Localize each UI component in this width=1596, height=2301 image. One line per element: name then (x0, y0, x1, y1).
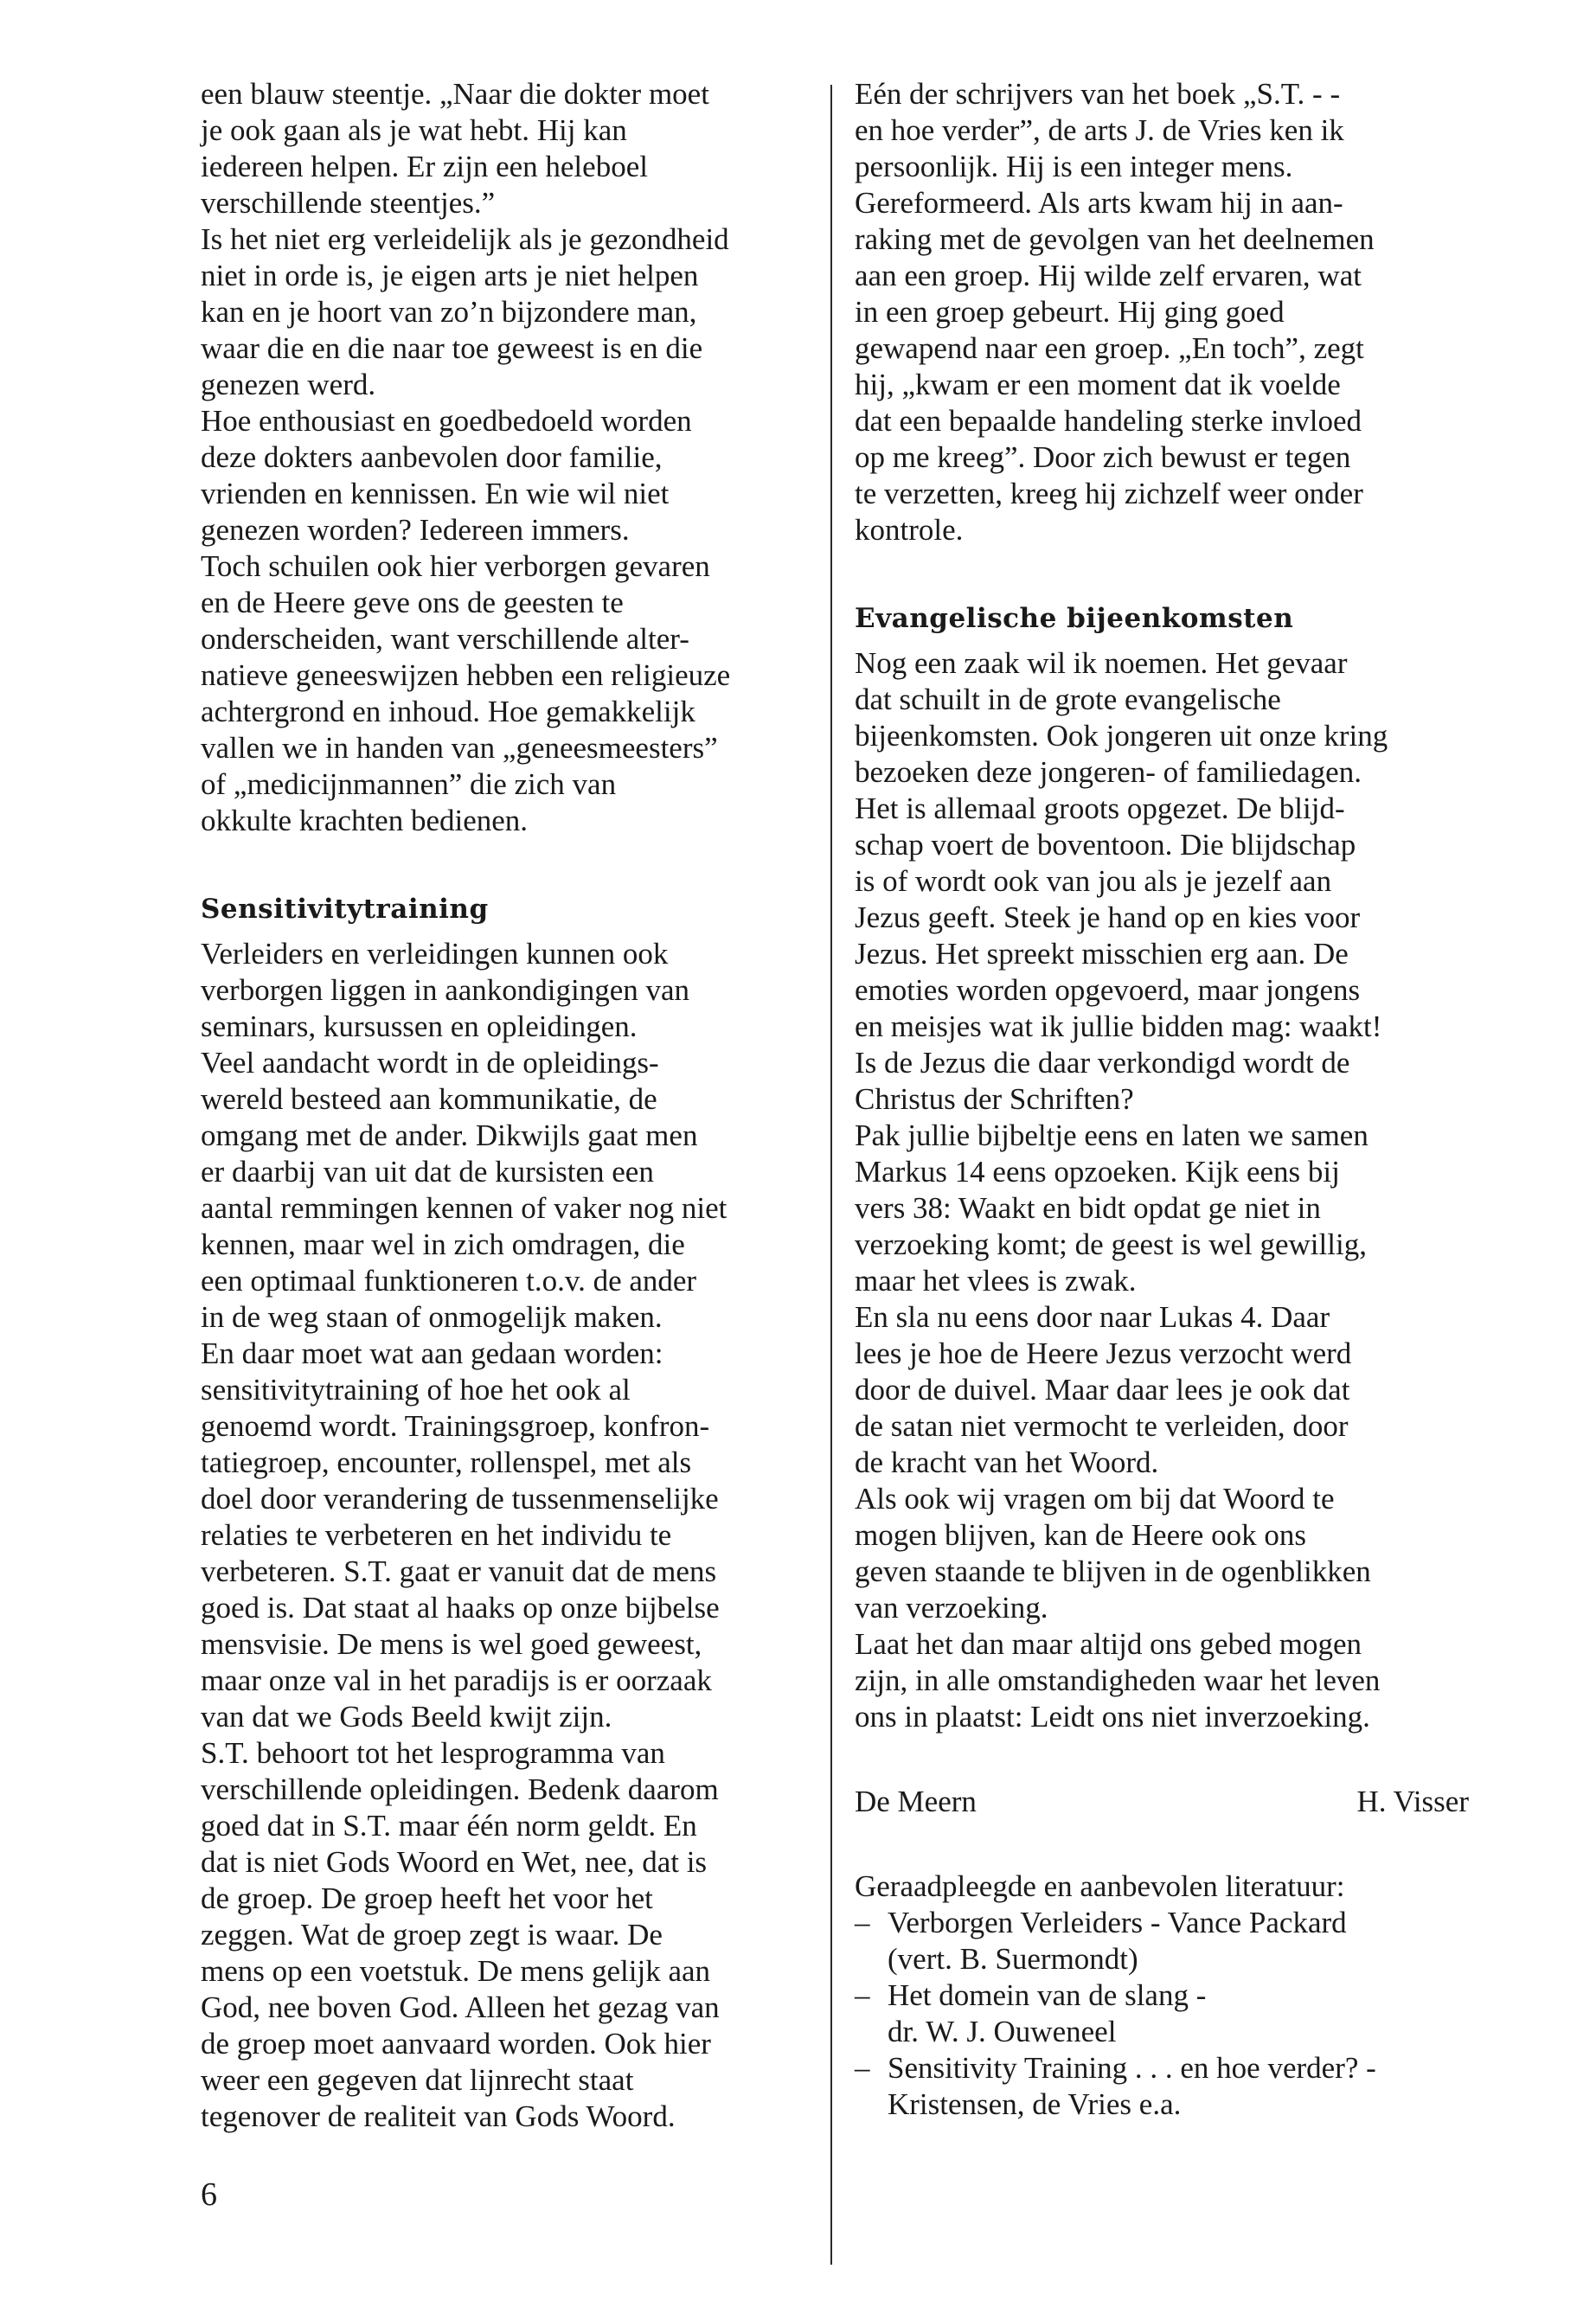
text-line: van dat we Gods Beeld kwijt zijn. (201, 1700, 612, 1734)
list-dash (855, 1941, 888, 1977)
text-line: Markus 14 eens opzoeken. Kijk eens bij (855, 1155, 1340, 1189)
text-line: de satan niet vermocht te verleiden, door (855, 1409, 1349, 1443)
text-line: bijeenkomsten. Ook jongeren uit onze kring (855, 719, 1388, 753)
text-line: En daar moet wat aan gedaan worden: (201, 1336, 663, 1370)
text-line: mens op een voetstuk. De mens gelijk aan (201, 1954, 711, 1988)
section-heading-sensitivitytraining: Sensitivitytraining (201, 894, 489, 925)
text-line: Christus der Schriften? (855, 1082, 1134, 1116)
text-line: dat een bepaalde handeling sterke invloed (855, 404, 1362, 438)
text-line: omgang met de ander. Dikwijls gaat men (201, 1118, 698, 1152)
signature-author: H. Visser (1356, 1785, 1469, 1818)
text-line: genezen worden? Iedereen immers. (201, 513, 630, 547)
text-line: van verzoeking. (855, 1591, 1048, 1625)
left-column (201, 76, 824, 2135)
signature-place: De Meern (855, 1785, 977, 1818)
text-line: je ook gaan als je wat hebt. Hij kan (201, 113, 627, 147)
text-line: Als ook wij vragen om bij dat Woord te (855, 1482, 1335, 1516)
literature-text: dr. W. J. Ouweneel (888, 2015, 1117, 2048)
text-line: hij, „kwam er een moment dat ik voelde (855, 368, 1341, 401)
text-line: wereld besteed aan kommunikatie, de (201, 1082, 657, 1116)
text-line: de groep. De groep heeft het voor het (201, 1881, 653, 1915)
text-line: aantal remmingen kennen of vaker nog niet (201, 1191, 727, 1225)
text-line: mogen blijven, kan de Heere ook ons (855, 1518, 1306, 1552)
text-line: achtergrond en inhoud. Hoe gemakkelijk (201, 695, 695, 728)
text-line: tatiegroep, encounter, rollenspel, met als (201, 1445, 692, 1479)
right-paragraph-1 (855, 76, 1477, 548)
text-line: seminars, kursussen en opleidingen. (201, 1009, 638, 1043)
signature (855, 1784, 1469, 1820)
text-line: emoties worden opgevoerd, maar jongens (855, 973, 1361, 1007)
text-line: en hoe verder”, de arts J. de Vries ken ik (855, 113, 1344, 147)
text-line: verschillende steentjes.” (201, 186, 496, 220)
literature-text: Het domein van de slang - (888, 1978, 1207, 2012)
literature-text: Sensitivity Training . . . en hoe verder? - (888, 2051, 1376, 2085)
list-dash (855, 2014, 888, 2050)
text-line: zeggen. Wat de groep zegt is waar. De (201, 1918, 663, 1952)
text-line: raking met de gevolgen van het deelnemen (855, 222, 1375, 256)
literature-text: Kristensen, de Vries e.a. (888, 2087, 1182, 2121)
text-line: bezoeken deze jongeren- of familiedagen. (855, 755, 1362, 789)
text-line: verbeteren. S.T. gaat er vanuit dat de mens (201, 1554, 717, 1588)
text-line: weer een gegeven dat lijnrecht staat (201, 2063, 634, 2097)
right-paragraph-2 (855, 645, 1477, 1735)
text-line: een optimaal funktioneren t.o.v. de ander (201, 1264, 697, 1298)
text-line: Veel aandacht wordt in de opleidings- (201, 1046, 659, 1080)
text-line: natieve geneeswijzen hebben een religieuze (201, 658, 731, 692)
literature-item-line (855, 1941, 1477, 1977)
text-line: waar die en die naar toe geweest is en die (201, 331, 703, 365)
text-line: is of wordt ook van jou als je jezelf aan (855, 864, 1332, 898)
text-line: Is het niet erg verleidelijk als je gezondheid (201, 222, 729, 256)
text-line: Is de Jezus die daar verkondigd wordt de (855, 1046, 1350, 1080)
left-paragraph-1 (201, 76, 824, 839)
text-line: Jezus. Het spreekt misschien erg aan. De (855, 937, 1349, 971)
literature-item-line (855, 2086, 1477, 2123)
text-line: kennen, maar wel in zich omdragen, die (201, 1227, 685, 1261)
text-line: verzoeking komt; de geest is wel gewillig, (855, 1227, 1367, 1261)
literature-list (855, 1905, 1477, 2123)
text-line: goed dat in S.T. maar één norm geldt. En (201, 1809, 697, 1843)
text-line: S.T. behoort tot het lesprogramma van (201, 1736, 665, 1770)
text-line: relaties te verbeteren en het individu te (201, 1518, 672, 1552)
text-line: vers 38: Waakt en bidt opdat ge niet in (855, 1191, 1321, 1225)
text-line: iedereen helpen. Er zijn een heleboel (201, 150, 648, 183)
text-line: in een groep gebeurt. Hij ging goed (855, 295, 1285, 329)
text-line: maar onze val in het paradijs is er oorzaak (201, 1663, 712, 1697)
text-line: En sla nu eens door naar Lukas 4. Daar (855, 1300, 1330, 1334)
text-line: niet in orde is, je eigen arts je niet helpen (201, 259, 699, 292)
text-line: vallen we in handen van „geneesmeesters” (201, 731, 718, 765)
section-heading-evangelische-bijeenkomsten: Evangelische bijeenkomsten (855, 603, 1294, 634)
text-line: in de weg staan of onmogelijk maken. (201, 1300, 663, 1334)
list-dash (855, 2086, 888, 2123)
text-line: goed is. Dat staat al haaks op onze bijbelse (201, 1591, 720, 1625)
text-line: lees je hoe de Heere Jezus verzocht werd (855, 1336, 1352, 1370)
text-line: door de duivel. Maar daar lees je ook dat (855, 1373, 1350, 1407)
text-line: okkulte krachten bedienen. (201, 804, 529, 837)
text-line: Jezus geeft. Steek je hand op en kies voor (855, 901, 1361, 934)
literature-text: Verborgen Verleiders - Vance Packard (888, 1906, 1347, 1939)
text-line: en meisjes wat ik jullie bidden mag: waakt! (855, 1009, 1382, 1043)
text-line: Nog een zaak wil ik noemen. Het gevaar (855, 646, 1348, 680)
text-line: deze dokters aanbevolen door familie, (201, 440, 663, 474)
text-line: kontrole. (855, 513, 964, 547)
text-line: dat is niet Gods Woord en Wet, nee, dat is (201, 1845, 708, 1879)
left-paragraph-2 (201, 936, 824, 2135)
text-line: genoemd wordt. Trainingsgroep, konfron- (201, 1409, 710, 1443)
text-line: of „medicijnmannen” die zich van (201, 767, 617, 801)
text-line: persoonlijk. Hij is een integer mens. (855, 150, 1293, 183)
page-number: 6 (201, 2176, 217, 2213)
literature-item-line (855, 1905, 1477, 1941)
text-line: gewapend naar een groep. „En toch”, zegt (855, 331, 1364, 365)
list-dash: – (855, 1906, 870, 1939)
text-line: mensvisie. De mens is wel goed geweest, (201, 1627, 702, 1661)
literature-text: (vert. B. Suermondt) (888, 1942, 1138, 1976)
text-line: de groep moet aanvaard worden. Ook hier (201, 2027, 711, 2061)
text-line: Eén der schrijvers van het boek „S.T. - - (855, 77, 1341, 111)
text-line: verborgen liggen in aankondigingen van (201, 973, 690, 1007)
literature-item-line (855, 2014, 1477, 2050)
text-line: een blauw steentje. „Naar die dokter moet (201, 77, 709, 111)
text-line: de kracht van het Woord. (855, 1445, 1159, 1479)
text-line: er daarbij van uit dat de kursisten een (201, 1155, 654, 1189)
text-line: Hoe enthousiast en goedbedoeld worden (201, 404, 692, 438)
text-line: Verleiders en verleidingen kunnen ook (201, 937, 669, 971)
text-line: aan een groep. Hij wilde zelf ervaren, wat (855, 259, 1362, 292)
right-column (855, 76, 1477, 2123)
column-divider (830, 85, 832, 2265)
text-line: Pak jullie bijbeltje eens en laten we samen (855, 1118, 1368, 1152)
text-line: sensitivitytraining of hoe het ook al (201, 1373, 631, 1407)
literature-item-line (855, 2050, 1477, 2086)
text-line: Het is allemaal groots opgezet. De blijd- (855, 792, 1345, 825)
text-line: geven staande te blijven in de ogenblikken (855, 1554, 1371, 1588)
text-line: verschillende opleidingen. Bedenk daarom (201, 1772, 719, 1806)
text-line: genezen werd. (201, 368, 376, 401)
literature-item-line (855, 1977, 1477, 2014)
text-line: onderscheiden, want verschillende alter- (201, 622, 689, 656)
text-line: tegenover de realiteit van Gods Woord. (201, 2099, 676, 2133)
text-line: kan en je hoort van zo’n bijzondere man, (201, 295, 697, 329)
list-dash: – (855, 2051, 870, 2085)
text-line: dat schuilt in de grote evangelische (855, 683, 1281, 716)
text-line: te verzetten, kreeg hij zichzelf weer onder (855, 477, 1363, 510)
text-line: Laat het dan maar altijd ons gebed mogen (855, 1627, 1362, 1661)
text-line: op me kreeg”. Door zich bewust er tegen (855, 440, 1351, 474)
text-line: zijn, in alle omstandigheden waar het leven (855, 1663, 1381, 1697)
list-dash: – (855, 1978, 870, 2012)
text-line: Gereformeerd. Als arts kwam hij in aan- (855, 186, 1343, 220)
text-line: vrienden en kennissen. En wie wil niet (201, 477, 670, 510)
literature-title: Geraadpleegde en aanbevolen literatuur: (855, 1869, 1345, 1903)
text-line: Toch schuilen ook hier verborgen gevaren (201, 549, 710, 583)
text-line: doel door verandering de tussenmenselijke (201, 1482, 719, 1516)
text-line: maar het vlees is zwak. (855, 1264, 1137, 1298)
text-line: schap voert de boventoon. Die blijdschap (855, 828, 1356, 862)
text-line: en de Heere geve ons de geesten te (201, 586, 624, 619)
text-line: God, nee boven God. Alleen het gezag van (201, 1990, 720, 2024)
text-line: ons in plaatst: Leidt ons niet inverzoeking. (855, 1700, 1370, 1734)
